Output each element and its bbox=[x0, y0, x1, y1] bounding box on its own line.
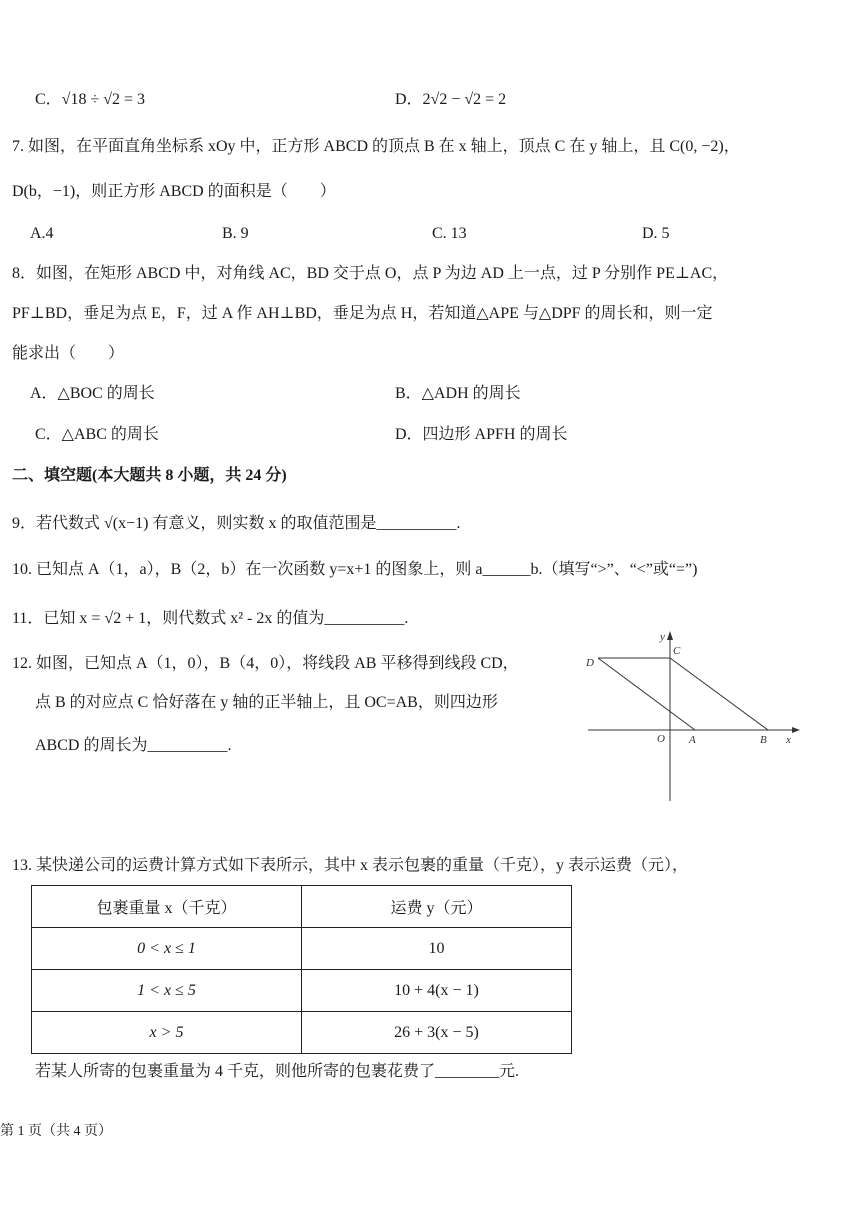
label-d: D bbox=[586, 657, 594, 669]
q12-figure bbox=[580, 628, 810, 803]
table-cell: 10 bbox=[302, 928, 572, 970]
label-b: B bbox=[760, 734, 767, 746]
label-c: C bbox=[673, 645, 681, 657]
q13-stem: 13. 某快递公司的运费计算方式如下表所示，其中 x 表示包裹的重量（千克），y 表示运费（元）， bbox=[12, 857, 689, 874]
q8-stem-line3: 能求出（ ） bbox=[12, 345, 125, 362]
label-x: x bbox=[786, 734, 791, 746]
q6-option-c: C．√18 ÷ √2 = 3 bbox=[35, 91, 146, 108]
segment-da bbox=[598, 658, 695, 730]
q12-stem-line2: 点 B 的对应点 C 恰好落在 y 轴的正半轴上，且 OC=AB，则四边形 bbox=[35, 694, 498, 711]
q8-option-d: D．四边形 APFH 的周长 bbox=[395, 426, 568, 443]
section-title: 二、填空题(本大题共 8 小题，共 24 分) bbox=[12, 467, 287, 484]
x-axis-arrow-icon bbox=[792, 727, 800, 733]
q9-stem: 9．若代数式 √(x−1) 有意义，则实数 x 的取值范围是__________. bbox=[12, 515, 461, 532]
q8-stem-line1: 8．如图，在矩形 ABCD 中，对角线 AC，BD 交于点 O，点 P 为边 AD 上一点，过 P 分别作 PE⊥AC， bbox=[12, 265, 729, 282]
table-cell: 26 + 3(x − 5) bbox=[302, 1012, 572, 1054]
q7-stem-line1: 7. 如图，在平面直角坐标系 xOy 中，正方形 ABCD 的顶点 B 在 x 轴上，顶点 C 在 y 轴上，且 C(0, −2)， bbox=[12, 138, 740, 155]
q10-stem: 10. 已知点 A（1，a），B（2，b）在一次函数 y=x+1 的图象上，则 a______b.（填写“>”、“<”或“=”) bbox=[12, 561, 698, 578]
q8-option-c: C．△ABC 的周长 bbox=[35, 426, 159, 443]
q11-stem: 11．已知 x = √2 + 1，则代数式 x² - 2x 的值为__________. bbox=[12, 610, 409, 627]
table-cell: 0 < x ≤ 1 bbox=[32, 928, 302, 970]
fee-table bbox=[31, 885, 572, 1054]
q7-option-c: C. 13 bbox=[432, 225, 467, 242]
table-row bbox=[32, 1012, 572, 1054]
q7-stem-line2: D(b，−1)，则正方形 ABCD 的面积是（ ） bbox=[12, 183, 336, 200]
label-y: y bbox=[660, 631, 665, 643]
segment-cb bbox=[670, 658, 768, 730]
q12-stem-line3: ABCD 的周长为__________. bbox=[35, 737, 232, 754]
table-cell: x > 5 bbox=[32, 1012, 302, 1054]
page-footer: 第 1 页（共 4 页） bbox=[0, 1124, 112, 1139]
table-header-weight: 包裹重量 x（千克） bbox=[32, 886, 302, 928]
table-header-fee: 运费 y（元） bbox=[302, 886, 572, 928]
table-header-row bbox=[32, 886, 572, 928]
table-row bbox=[32, 970, 572, 1012]
q7-option-a: A.4 bbox=[30, 225, 54, 242]
q8-option-a: A．△BOC 的周长 bbox=[30, 385, 155, 402]
q8-option-b: B．△ADH 的周长 bbox=[395, 385, 521, 402]
q12-stem-line1: 12. 如图，已知点 A（1，0），B（4，0），将线段 AB 平移得到线段 CD， bbox=[12, 655, 519, 672]
y-axis-arrow-icon bbox=[667, 631, 673, 640]
q8-stem-line2: PF⊥BD，垂足为点 E，F，过 A 作 AH⊥BD，垂足为点 H，若知道△APE 与△DPF 的周长和，则一定 bbox=[12, 305, 713, 322]
table-row bbox=[32, 928, 572, 970]
label-o: O bbox=[657, 733, 665, 745]
q6-option-d: D．2√2 − √2 = 2 bbox=[395, 91, 507, 108]
q13-followup: 若某人所寄的包裹重量为 4 千克，则他所寄的包裹花费了________元. bbox=[35, 1063, 520, 1080]
label-a: A bbox=[689, 734, 696, 746]
q7-option-d: D. 5 bbox=[642, 225, 670, 242]
table-cell: 1 < x ≤ 5 bbox=[32, 970, 302, 1012]
q7-option-b: B. 9 bbox=[222, 225, 249, 242]
table-cell: 10 + 4(x − 1) bbox=[302, 970, 572, 1012]
